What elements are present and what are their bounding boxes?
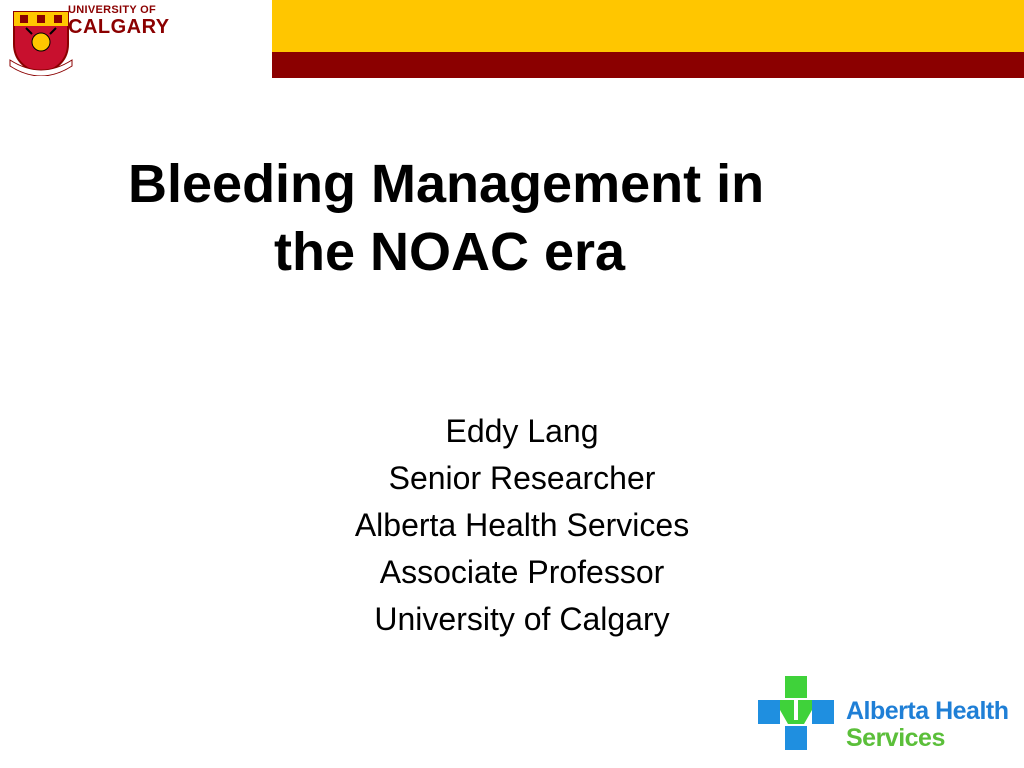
ahs-line2: Services [846, 724, 945, 752]
university-wordmark [68, 4, 170, 37]
title-line1: Bleeding Management in [128, 154, 765, 214]
author-block [212, 408, 832, 643]
university-line1: UNIVERSITY OF [68, 4, 157, 16]
author-title: Associate Professor [379, 554, 665, 590]
author-organization: Alberta Health Services [354, 507, 690, 543]
ahs-logo [758, 676, 1018, 754]
author-role: Senior Researcher [388, 460, 656, 496]
author-name: Eddy Lang [445, 413, 599, 449]
university-crest-icon [6, 4, 76, 76]
ahs-wordmark [846, 698, 1008, 752]
title-line2: the NOAC era [274, 222, 626, 282]
ahs-line1: Alberta Health [846, 697, 1009, 725]
university-logo [0, 0, 272, 78]
university-line2: CALGARY [68, 16, 170, 38]
author-university: University of Calgary [374, 601, 670, 637]
ahs-cross-icon [758, 676, 834, 750]
slide-title [128, 150, 948, 286]
